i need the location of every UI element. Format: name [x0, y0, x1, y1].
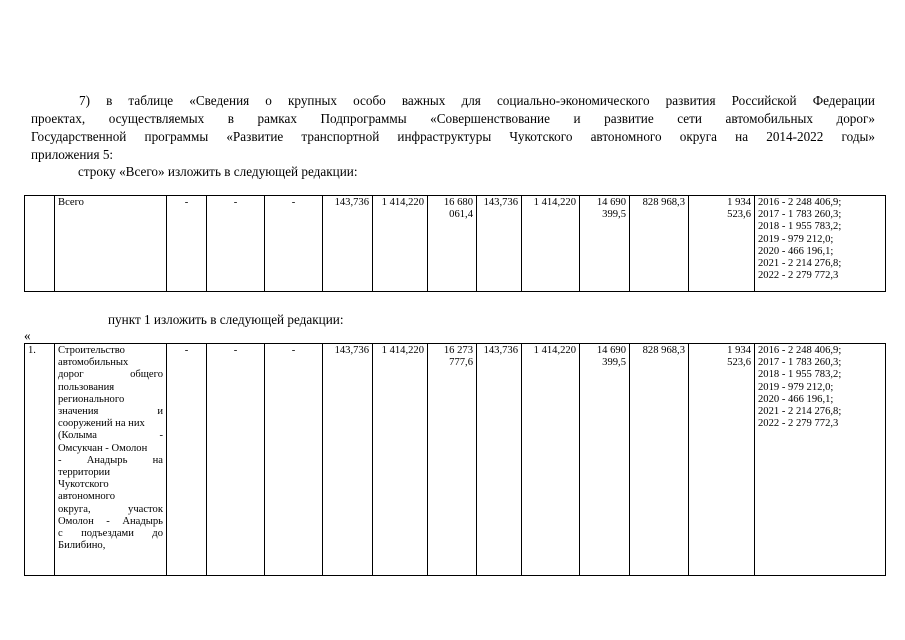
table-cell: 828 968,3	[630, 196, 689, 292]
intro-line: приложения 5:	[31, 147, 114, 162]
table-cell: 1 414,220	[373, 196, 428, 292]
name-line: Омсукчан - Омолон	[58, 442, 148, 454]
intro-line: 7) в таблице «Сведения о крупных особо важных для социально-экономического развития Российской Федерации	[79, 93, 875, 108]
cell-line: 16 273	[443, 345, 473, 356]
table-cell: -	[167, 196, 207, 292]
name-line: пользования	[58, 381, 115, 393]
cell-line: 1 934	[727, 345, 751, 356]
cell-line: 16 680	[443, 197, 473, 208]
name-line: сооружений на них	[58, 418, 145, 430]
name-line: дорог общего	[58, 369, 163, 381]
table-cell	[689, 196, 755, 292]
year-line: 2022 - 2 279 772,3	[758, 418, 839, 430]
instruction-total-row: строку «Всего» изложить в следующей редакции:	[78, 164, 358, 179]
year-line: 2019 - 979 212,0;	[758, 381, 834, 393]
name-line: Строительство	[58, 345, 125, 356]
intro-paragraph	[31, 92, 875, 164]
table-cell	[428, 196, 477, 292]
table-cell: 828 968,3	[630, 344, 689, 576]
name-line: (Колыма -	[58, 430, 163, 442]
name-line: Билибино,	[58, 540, 106, 552]
opening-quote: «	[24, 328, 31, 343]
table-cell	[580, 196, 630, 292]
years-cell	[755, 196, 886, 292]
intro-line: проектах, осуществляемых в рамках Подпрограммы «Совершенствование и развитие сети автомобильных дорог»	[31, 111, 875, 126]
table-cell: 143,736	[477, 344, 522, 576]
intro-line: Государственной программы «Развитие транспортной инфраструктуры Чукотского автономного округа на 2014-2022 годы»	[31, 129, 875, 144]
year-line: 2016 - 2 248 406,9;	[758, 197, 842, 208]
year-line: 2021 - 2 214 276,8;	[758, 406, 842, 418]
name-line: автономного	[58, 491, 116, 503]
table-row	[25, 344, 886, 576]
table-cell: 1 414,220	[373, 344, 428, 576]
name-line: - Анадырь на	[58, 454, 163, 466]
cell-line: 399,5	[602, 209, 626, 221]
year-line: 2020 - 466 196,1;	[758, 393, 834, 405]
table-row	[25, 196, 886, 292]
name-line: с подъездами до	[58, 528, 163, 540]
instruction-item-1: пункт 1 изложить в следующей редакции:	[108, 312, 344, 327]
cell-line: 061,4	[449, 209, 473, 221]
table-cell: 143,736	[477, 196, 522, 292]
year-line: 2018 - 1 955 783,2;	[758, 369, 842, 381]
table-cell: -	[207, 344, 265, 576]
cell-line: 14 690	[596, 197, 626, 208]
year-line: 2020 - 466 196,1;	[758, 245, 834, 257]
table-cell: 143,736	[323, 344, 373, 576]
cell-line: 523,6	[727, 357, 751, 369]
cell-line: 14 690	[596, 345, 626, 356]
table-cell: 143,736	[323, 196, 373, 292]
year-line: 2021 - 2 214 276,8;	[758, 258, 842, 270]
table-cell: -	[207, 196, 265, 292]
table-cell: -	[265, 196, 323, 292]
table-cell	[689, 344, 755, 576]
row-name-cell	[55, 344, 167, 576]
row-number-cell: 1.	[25, 344, 55, 576]
cell-line: 523,6	[727, 209, 751, 221]
name-line: округа, участок	[58, 503, 163, 515]
table-cell: 1 414,220	[522, 196, 580, 292]
cell-line: 777,6	[449, 357, 473, 369]
table-cell	[580, 344, 630, 576]
year-line: 2016 - 2 248 406,9;	[758, 345, 842, 356]
row-number-cell	[25, 196, 55, 292]
name-line: Чукотского	[58, 479, 109, 491]
table-cell: -	[265, 344, 323, 576]
year-line: 2019 - 979 212,0;	[758, 233, 834, 245]
table-cell	[428, 344, 477, 576]
year-line: 2017 - 1 783 260,3;	[758, 209, 842, 221]
years-cell	[755, 344, 886, 576]
table-cell: 1 414,220	[522, 344, 580, 576]
item-1-table	[24, 343, 886, 576]
total-row-table	[24, 195, 886, 292]
name-line: регионального	[58, 393, 125, 405]
year-line: 2017 - 1 783 260,3;	[758, 357, 842, 369]
year-line: 2018 - 1 955 783,2;	[758, 221, 842, 233]
name-line: Омолон - Анадырь	[58, 515, 163, 527]
table-cell: -	[167, 344, 207, 576]
name-line: территории	[58, 467, 111, 479]
name-line: автомобильных	[58, 357, 129, 369]
row-name-cell: Всего	[55, 196, 167, 292]
cell-line: 399,5	[602, 357, 626, 369]
name-line: значения и	[58, 406, 163, 418]
cell-line: 1 934	[727, 197, 751, 208]
year-line: 2022 - 2 279 772,3	[758, 270, 839, 282]
